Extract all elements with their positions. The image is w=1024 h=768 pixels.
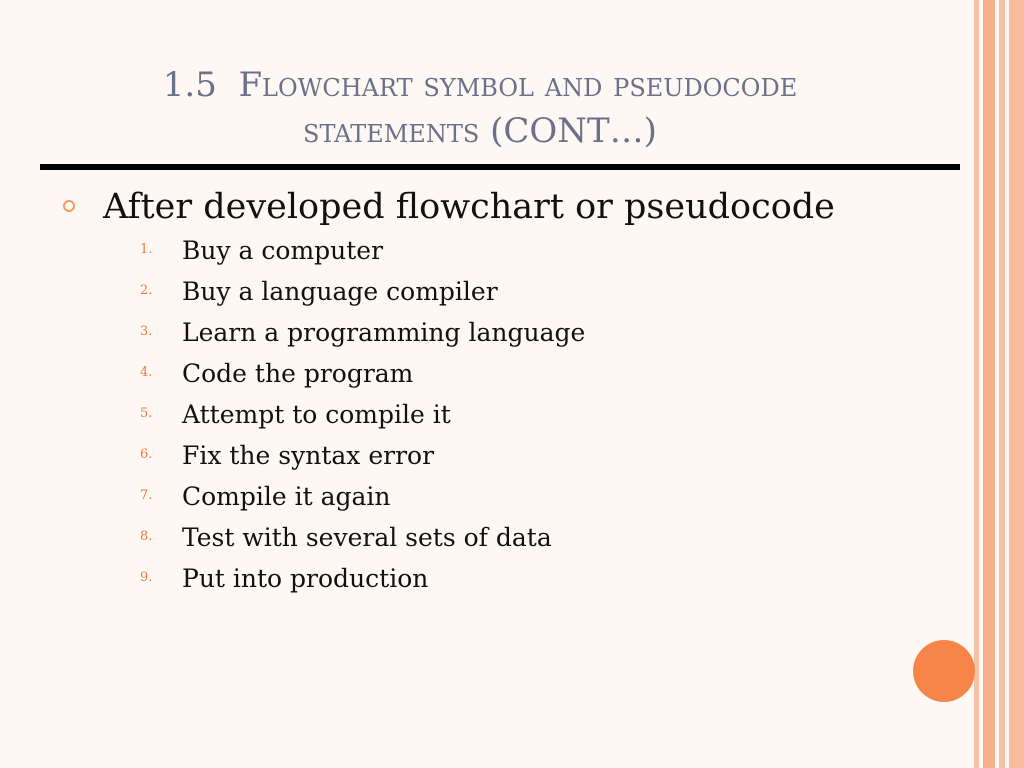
bullet-text: After developed flowchart or pseudocode [103,187,835,227]
slide-title [40,62,920,154]
title-suffix: (CONT…) [490,111,657,151]
bullet-circle-icon [63,200,75,212]
step-text: Buy a language compiler [182,277,498,306]
step-number: 5. [140,406,153,421]
decorative-orange-circle [913,640,975,702]
step-text: Compile it again [182,482,391,511]
step-text: Fix the syntax error [182,441,435,470]
title-number: 1.5 [162,65,217,105]
step-text: Attempt to compile it [182,400,451,429]
step-text: Put into production [182,564,429,593]
title-divider [40,164,960,170]
decorative-side-stripes [974,0,1024,768]
title-text-line2: statements [303,111,480,151]
step-text: Test with several sets of data [182,523,552,552]
step-number: 1. [140,242,153,257]
step-number: 6. [140,447,153,462]
step-text: Buy a computer [182,236,384,265]
title-text-line1: Flowchart symbol and pseudocode [238,65,798,105]
step-text: Learn a programming language [182,318,586,347]
step-number: 7. [140,488,153,503]
step-number: 9. [140,570,153,585]
step-number: 2. [140,283,153,298]
step-number: 8. [140,529,153,544]
step-number: 3. [140,324,153,339]
step-text: Code the program [182,359,414,388]
step-number: 4. [140,365,153,380]
